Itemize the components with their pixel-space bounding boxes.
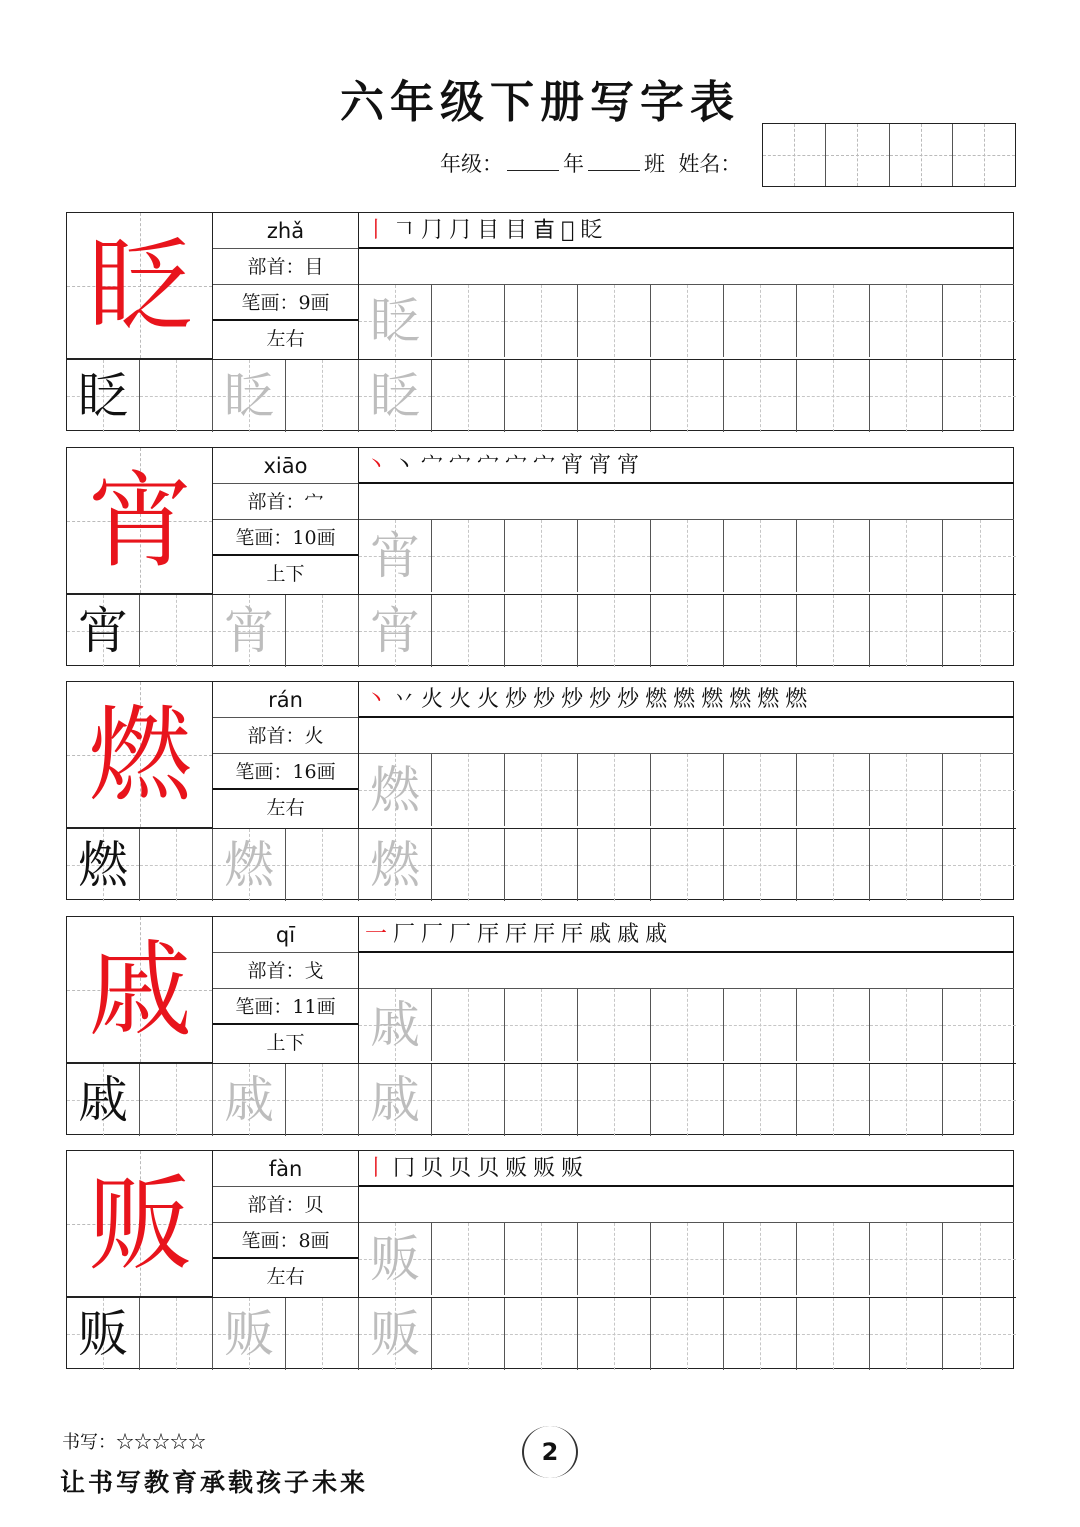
grade-label: 年级： [440, 152, 503, 176]
character-block [66, 1150, 1014, 1369]
practice-cell[interactable] [651, 285, 724, 357]
char-info [213, 1151, 359, 1297]
page-number: 2 [522, 1426, 578, 1478]
practice-cell[interactable] [943, 1064, 1016, 1136]
trace-char: 宵 [370, 602, 420, 660]
practice-cell[interactable] [870, 360, 943, 432]
stroke-step: 一 [365, 922, 394, 947]
stroke-step: 贝 [449, 1156, 478, 1181]
trace-char: 戚 [370, 996, 420, 1054]
practice-cell[interactable] [359, 595, 432, 667]
big-char-cell [67, 448, 213, 594]
stroke-step: 厂 [421, 922, 450, 947]
practice-cell[interactable] [797, 285, 870, 357]
practice-cell[interactable] [213, 360, 286, 432]
practice-cell[interactable] [870, 520, 943, 592]
practice-row [67, 1063, 1016, 1136]
practice-cell[interactable] [505, 1223, 578, 1295]
stroke-step: 丶 [365, 687, 394, 712]
structure: 上下 [266, 563, 305, 585]
stroke-step: 火 [477, 687, 506, 712]
stroke-step: 火 [421, 687, 450, 712]
practice-row [359, 1223, 1016, 1295]
practice-cell[interactable] [213, 1298, 286, 1370]
practice-cell[interactable] [140, 1064, 213, 1136]
practice-cell[interactable] [724, 520, 797, 592]
stroke-step: 贩 [561, 1156, 590, 1181]
practice-cell[interactable] [651, 829, 724, 901]
student-info [440, 148, 741, 178]
stroke-order [359, 682, 1014, 718]
pinyin: qī [213, 917, 358, 953]
trace-char: 戚 [224, 1071, 274, 1129]
practice-cell[interactable] [943, 989, 1016, 1061]
model-char: 贩 [78, 1305, 128, 1363]
practice-cell[interactable] [67, 1298, 140, 1370]
practice-cell[interactable] [870, 829, 943, 901]
stroke-step: 冂 [393, 1156, 422, 1181]
name-label: 姓名： [678, 152, 742, 176]
structure: 左右 [266, 328, 305, 350]
practice-cell[interactable] [359, 360, 432, 432]
practice-cell[interactable] [578, 754, 651, 826]
radical: 部首：贝 [213, 1187, 358, 1223]
practice-cell[interactable] [432, 360, 505, 432]
big-char: 宵 [87, 460, 192, 582]
name-cell[interactable] [826, 124, 889, 186]
practice-cell[interactable] [797, 1064, 870, 1136]
practice-cell[interactable] [432, 829, 505, 901]
stroke-step: 厈 [561, 922, 590, 947]
practice-row [67, 1297, 1016, 1370]
practice-cell[interactable] [286, 1298, 359, 1370]
practice-cell[interactable] [213, 1064, 286, 1136]
practice-cell[interactable] [651, 989, 724, 1061]
practice-cell[interactable] [359, 1223, 432, 1295]
radical: 部首：宀 [213, 484, 358, 520]
practice-cell[interactable] [724, 1223, 797, 1295]
practice-cell[interactable] [359, 1064, 432, 1136]
stroke-step: 贩 [533, 1156, 562, 1181]
stroke-step: 宀 [505, 453, 534, 478]
year-blank[interactable] [507, 152, 559, 171]
page-title: 六年级下册写字表 [340, 77, 740, 128]
practice-cell[interactable] [651, 1223, 724, 1295]
practice-cell[interactable] [943, 1298, 1016, 1370]
stroke-step: ⺆ [421, 218, 450, 243]
practice-cell[interactable] [870, 285, 943, 357]
big-char-cell [67, 917, 213, 1063]
practice-cell[interactable] [943, 285, 1016, 357]
practice-cell[interactable] [432, 1298, 505, 1370]
practice-cell[interactable] [651, 360, 724, 432]
rating-label: 书写：☆☆☆☆☆ [62, 1432, 206, 1453]
stroke-count: 笔画：8画 [213, 1223, 358, 1259]
big-char: 贩 [87, 1163, 192, 1285]
trace-char: 贩 [224, 1305, 274, 1363]
stroke-step: 戚 [645, 922, 674, 947]
practice-cell[interactable] [432, 989, 505, 1061]
practice-cell[interactable] [359, 520, 432, 592]
practice-row [67, 359, 1016, 432]
stroke-step: 宵 [617, 453, 646, 478]
notes-line[interactable] [359, 484, 1014, 520]
practice-cell[interactable] [724, 829, 797, 901]
practice-cell[interactable] [651, 520, 724, 592]
trace-char: 眨 [370, 292, 420, 350]
practice-cell[interactable] [140, 829, 213, 901]
practice-cell[interactable] [286, 829, 359, 901]
name-cell[interactable] [763, 124, 826, 186]
stroke-step: 宀 [477, 453, 506, 478]
stroke-step: 丨 [365, 1156, 394, 1181]
stroke-step: 厂 [393, 922, 422, 947]
name-cell[interactable] [953, 124, 1015, 186]
name-cell[interactable] [890, 124, 953, 186]
practice-cell[interactable] [578, 1298, 651, 1370]
stroke-step: 炒 [505, 687, 534, 712]
trace-char: 贩 [370, 1305, 420, 1363]
stroke-step: 眨 [580, 218, 609, 243]
practice-cell[interactable] [724, 1064, 797, 1136]
practice-cell[interactable] [724, 1298, 797, 1370]
practice-row [67, 828, 1016, 901]
stroke-step: 𥄂 [561, 218, 581, 243]
stroke-order [359, 213, 1014, 249]
stroke-count: 笔画：11画 [213, 989, 358, 1025]
stroke-step: ⺆ [449, 218, 478, 243]
practice-cell[interactable] [505, 829, 578, 901]
practice-cell[interactable] [432, 285, 505, 357]
practice-cell[interactable] [67, 360, 140, 432]
model-char: 燃 [78, 836, 128, 894]
char-info [213, 448, 359, 594]
practice-cell[interactable] [797, 595, 870, 667]
practice-cell[interactable] [797, 829, 870, 901]
practice-cell[interactable] [359, 989, 432, 1061]
stroke-step: 燃 [785, 687, 814, 712]
practice-cell[interactable] [213, 829, 286, 901]
practice-row [359, 520, 1016, 592]
practice-cell[interactable] [578, 285, 651, 357]
practice-cell[interactable] [67, 595, 140, 667]
stroke-step: 丶 [365, 453, 394, 478]
char-info [213, 213, 359, 359]
char-info [213, 682, 359, 828]
practice-cell[interactable] [724, 285, 797, 357]
notes-line[interactable] [359, 249, 1014, 285]
practice-cell[interactable] [140, 595, 213, 667]
practice-row [359, 285, 1016, 357]
character-block [66, 916, 1014, 1135]
practice-cell[interactable] [651, 1064, 724, 1136]
notes-line[interactable] [359, 1187, 1014, 1223]
trace-char: 戚 [370, 1071, 420, 1129]
practice-cell[interactable] [724, 754, 797, 826]
pinyin: xiāo [213, 448, 358, 484]
practice-cell[interactable] [797, 754, 870, 826]
practice-cell[interactable] [943, 520, 1016, 592]
practice-cell[interactable] [505, 520, 578, 592]
practice-cell[interactable] [359, 1298, 432, 1370]
practice-cell[interactable] [870, 1064, 943, 1136]
practice-cell[interactable] [651, 1298, 724, 1370]
practice-cell[interactable] [943, 829, 1016, 901]
character-block [66, 447, 1014, 666]
practice-row [67, 594, 1016, 667]
structure: 左右 [266, 797, 305, 819]
practice-cell[interactable] [651, 754, 724, 826]
structure: 上下 [266, 1032, 305, 1054]
stroke-order [359, 1151, 1014, 1187]
stroke-count: 笔画：10画 [213, 520, 358, 556]
practice-cell[interactable] [432, 754, 505, 826]
practice-cell[interactable] [359, 829, 432, 901]
practice-cell[interactable] [943, 360, 1016, 432]
pinyin: zhǎ [213, 213, 358, 249]
trace-char: 燃 [224, 836, 274, 894]
practice-cell[interactable] [213, 595, 286, 667]
radical: 部首：戈 [213, 953, 358, 989]
practice-cell[interactable] [578, 520, 651, 592]
big-char-cell [67, 213, 213, 359]
stroke-step: 戚 [589, 922, 618, 947]
stroke-step: 目 [477, 218, 506, 243]
stroke-step: 燃 [701, 687, 730, 712]
practice-cell[interactable] [140, 360, 213, 432]
model-char: 戚 [78, 1071, 128, 1129]
trace-char: 贩 [370, 1230, 420, 1288]
stroke-order [359, 448, 1014, 484]
model-char: 眨 [78, 367, 128, 425]
stroke-step: 厈 [505, 922, 534, 947]
practice-cell[interactable] [286, 1064, 359, 1136]
stroke-count: 笔画：9画 [213, 285, 358, 321]
stroke-step: 炒 [561, 687, 590, 712]
stroke-step: 厈 [533, 922, 562, 947]
practice-cell[interactable] [797, 1298, 870, 1370]
radical: 部首：火 [213, 718, 358, 754]
practice-cell[interactable] [578, 360, 651, 432]
stroke-step: 贝 [477, 1156, 506, 1181]
practice-cell[interactable] [359, 285, 432, 357]
model-char: 宵 [78, 602, 128, 660]
practice-cell[interactable] [432, 520, 505, 592]
stroke-step: 𠃍 [393, 218, 422, 243]
practice-cell[interactable] [432, 1223, 505, 1295]
stroke-step: 宀 [533, 453, 562, 478]
practice-cell[interactable] [943, 754, 1016, 826]
class-suffix: 班 [644, 152, 665, 176]
practice-row [359, 989, 1016, 1061]
stroke-step: 𥃭 [533, 218, 562, 243]
practice-cell[interactable] [505, 285, 578, 357]
year-suffix: 年 [563, 152, 584, 176]
practice-cell[interactable] [505, 1298, 578, 1370]
stroke-step: 丷 [393, 687, 422, 712]
slogan: 让书写教育承载孩子未来 [60, 1468, 369, 1497]
practice-cell[interactable] [432, 1064, 505, 1136]
practice-cell[interactable] [505, 595, 578, 667]
practice-cell[interactable] [432, 595, 505, 667]
stroke-step: 燃 [645, 687, 674, 712]
trace-char: 燃 [370, 836, 420, 894]
practice-row [359, 754, 1016, 826]
trace-char: 眨 [224, 367, 274, 425]
stroke-step: 厂 [449, 922, 478, 947]
big-char-cell [67, 1151, 213, 1297]
stroke-step: 宵 [589, 453, 618, 478]
practice-cell[interactable] [943, 1223, 1016, 1295]
practice-cell[interactable] [505, 360, 578, 432]
stroke-step: 贝 [421, 1156, 450, 1181]
practice-cell[interactable] [870, 1223, 943, 1295]
stroke-step: 贩 [505, 1156, 534, 1181]
practice-cell[interactable] [67, 1064, 140, 1136]
practice-cell[interactable] [870, 989, 943, 1061]
notes-line[interactable] [359, 953, 1014, 989]
stroke-step: 丨 [365, 218, 394, 243]
practice-cell[interactable] [724, 989, 797, 1061]
stroke-count: 笔画：16画 [213, 754, 358, 790]
stroke-step: 丶 [393, 453, 422, 478]
stroke-step: 炒 [617, 687, 646, 712]
practice-cell[interactable] [505, 989, 578, 1061]
stroke-step: 宀 [421, 453, 450, 478]
class-blank[interactable] [588, 152, 640, 171]
big-char-cell [67, 682, 213, 828]
radical: 部首：目 [213, 249, 358, 285]
big-char: 燃 [87, 694, 192, 816]
practice-cell[interactable] [505, 1064, 578, 1136]
practice-cell[interactable] [943, 595, 1016, 667]
practice-cell[interactable] [67, 829, 140, 901]
stroke-step: 炒 [533, 687, 562, 712]
trace-char: 燃 [370, 761, 420, 819]
stroke-step: 火 [449, 687, 478, 712]
practice-cell[interactable] [797, 520, 870, 592]
pinyin: rán [213, 682, 358, 718]
stroke-step: 目 [505, 218, 534, 243]
practice-cell[interactable] [870, 754, 943, 826]
trace-char: 宵 [370, 527, 420, 585]
stroke-step: 炒 [589, 687, 618, 712]
practice-cell[interactable] [286, 360, 359, 432]
char-info [213, 917, 359, 1063]
practice-cell[interactable] [797, 989, 870, 1061]
practice-cell[interactable] [724, 360, 797, 432]
trace-char: 眨 [370, 367, 420, 425]
stroke-step: 燃 [729, 687, 758, 712]
big-char: 戚 [87, 929, 192, 1051]
practice-cell[interactable] [651, 595, 724, 667]
big-char: 眨 [87, 225, 192, 347]
practice-cell[interactable] [286, 595, 359, 667]
stroke-step: 戚 [617, 922, 646, 947]
trace-char: 宵 [224, 602, 274, 660]
practice-cell[interactable] [578, 989, 651, 1061]
stroke-step: 燃 [673, 687, 702, 712]
structure: 左右 [266, 1266, 305, 1288]
practice-cell[interactable] [870, 595, 943, 667]
stroke-step: 宵 [561, 453, 590, 478]
stroke-order [359, 917, 1014, 953]
practice-cell[interactable] [578, 1064, 651, 1136]
stroke-step: 宀 [449, 453, 478, 478]
practice-cell[interactable] [359, 754, 432, 826]
character-block [66, 212, 1014, 431]
character-block [66, 681, 1014, 900]
stroke-step: 燃 [757, 687, 786, 712]
practice-cell[interactable] [578, 1223, 651, 1295]
practice-cell[interactable] [870, 1298, 943, 1370]
practice-cell[interactable] [578, 829, 651, 901]
stroke-step: 厈 [477, 922, 506, 947]
practice-cell[interactable] [140, 1298, 213, 1370]
practice-cell[interactable] [578, 595, 651, 667]
name-grid[interactable] [762, 123, 1016, 187]
practice-cell[interactable] [797, 1223, 870, 1295]
practice-cell[interactable] [505, 754, 578, 826]
practice-cell[interactable] [797, 360, 870, 432]
notes-line[interactable] [359, 718, 1014, 754]
pinyin: fàn [213, 1151, 358, 1187]
practice-cell[interactable] [724, 595, 797, 667]
